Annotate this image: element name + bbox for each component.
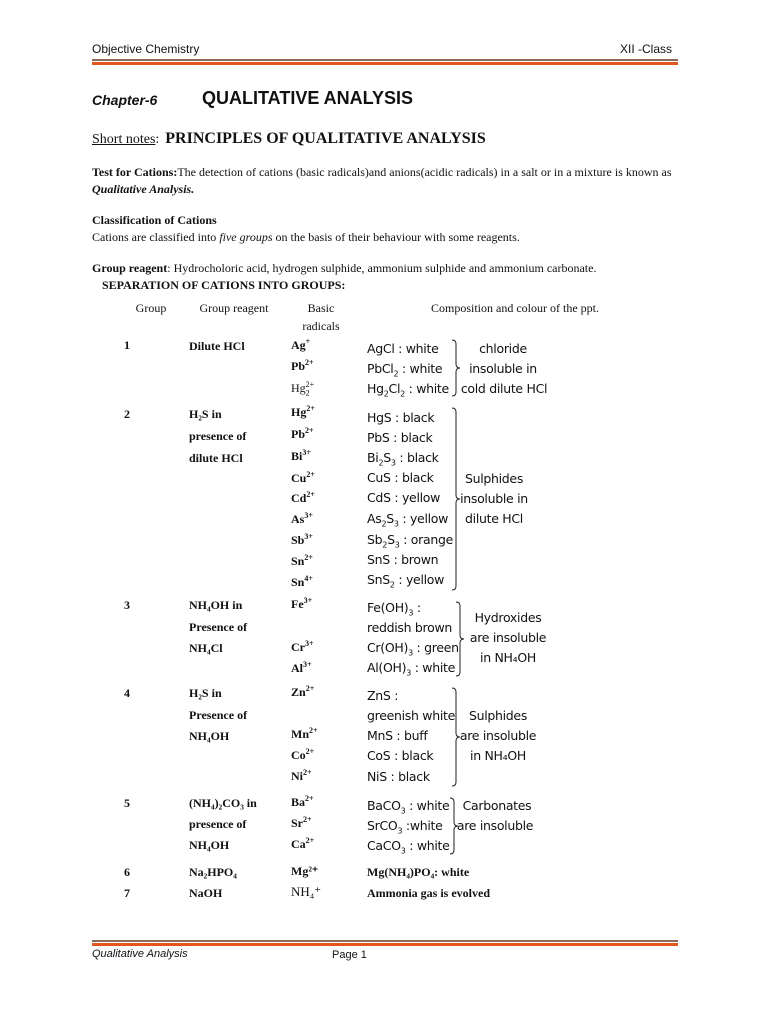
group-2-reagent-line-3: dilute HCl <box>189 451 243 465</box>
composition: PbS : black <box>367 430 433 445</box>
radical: $Sr^{2+}$ <box>291 815 312 830</box>
group-reagent-text: : Hydrocholoric acid, hydrogen sulphide, ammonium sulphide and ammonium carbonate. <box>167 261 597 275</box>
group-7-radical: NH₄⁺ <box>291 884 322 899</box>
separation-heading: SEPARATION OF CATIONS INTO GROUPS: <box>102 278 346 292</box>
radical: $Al^{3+}$ <box>291 660 312 675</box>
radical: $Ni^{2+}$ <box>291 768 312 783</box>
radical: $Mn^{2+}$ <box>291 726 318 741</box>
radical: $Zn^{2+}$ <box>291 684 315 699</box>
group-3-note-3: in NH₄OH <box>480 650 536 665</box>
header-rule-dark <box>92 59 678 61</box>
radical: $Cd^{2+}$ <box>291 490 315 505</box>
radical: $Cu^{2+}$ <box>291 470 315 485</box>
radical: $Sn^{4+}$ <box>291 574 313 589</box>
group-1-note-3: cold dilute HCl <box>460 381 548 396</box>
group-3-reagent-line-2: Presence of <box>189 620 248 634</box>
header-class: XII -Class <box>620 42 673 56</box>
classification-heading: Classification of Cations <box>92 213 217 227</box>
group-6-number: 6 <box>124 865 130 879</box>
header-title: Objective Chemistry <box>92 42 200 56</box>
radical: $Hg^{2+}$ <box>291 404 315 419</box>
classification-emph: five groups <box>219 230 273 244</box>
composition: BaCO$_3$ : white <box>367 798 450 816</box>
chapter-label: Chapter-6 <box>92 92 158 108</box>
group-6-reagent: Na₂HPO₄ <box>189 865 237 879</box>
composition: SnS$_2$ : yellow <box>367 572 445 590</box>
group-2-note-2: insoluble in <box>460 491 528 506</box>
group-3-note-1: Hydroxides <box>474 610 542 625</box>
test-for-cations-paragraph <box>92 164 678 198</box>
footer-title: Qualitative Analysis <box>92 948 188 960</box>
classification-text-after: on the basis of their behaviour with some reagents. <box>272 230 520 244</box>
group-2-note-3: dilute HCl <box>465 511 523 526</box>
short-notes-label: Short notes <box>92 132 156 147</box>
group-5-number: 5 <box>124 796 130 810</box>
composition: CaCO$_3$ : white <box>367 838 450 856</box>
group-5-reagent-line-1: (NH₄)₂CO₃ in <box>189 796 257 810</box>
radical: Ag+ <box>291 337 311 352</box>
group-7-reagent: NaOH <box>189 886 223 900</box>
radical: $Co^{2+}$ <box>291 747 315 762</box>
composition: AgCl : white <box>367 341 439 356</box>
radical: $Sb^{3+}$ <box>291 532 313 547</box>
composition: $Fe(OH)_3$ : <box>367 600 421 618</box>
th-basic-radicals <box>286 299 356 335</box>
classification-text-before: Cations are classified into <box>92 230 220 244</box>
short-notes-heading <box>92 130 486 148</box>
group-reagent-paragraph <box>92 260 678 277</box>
group-5-reagent-line-3: NH₄OH <box>189 838 230 852</box>
composition: CuS : black <box>367 470 434 485</box>
group-3-number: 3 <box>124 598 130 612</box>
group-2-reagent-line-2: presence of <box>189 429 247 443</box>
group-3-reagent-line-3: NH₄Cl <box>189 641 223 655</box>
short-notes-colon: : <box>155 132 160 147</box>
radical: $Sn^{2+}$ <box>291 553 313 568</box>
composition: MnS : buff <box>367 728 428 743</box>
header-rule-accent <box>92 62 678 65</box>
radical: $Fe^{3+}$ <box>291 596 313 611</box>
footer-rule-accent <box>92 943 678 946</box>
composition: $Al(OH)_3$ : white <box>367 660 455 678</box>
group-4-number: 4 <box>124 686 130 700</box>
composition: greenish white <box>367 708 455 723</box>
group-1-note-2: insoluble in <box>469 361 537 376</box>
radical: $Hg_2^{2+}$ <box>291 380 315 398</box>
group-6-radical: Mg²⁺ <box>291 864 319 878</box>
footer-page-number: Page 1 <box>332 949 367 961</box>
group-7-composition: Ammonia gas is evolved <box>367 886 490 900</box>
composition: CdS : yellow <box>367 490 441 505</box>
chapter-title: QUALITATIVE ANALYSIS <box>202 88 414 108</box>
th-group: Group <box>135 301 167 315</box>
test-for-cations-label: Test for Cations: <box>92 165 178 179</box>
radical: $Ba^{2+}$ <box>291 794 314 809</box>
radical: $As^{3+}$ <box>291 511 313 526</box>
group-4-note-3: in NH₄OH <box>470 748 526 763</box>
composition: NiS : black <box>367 769 430 784</box>
group-3-reagent-line-1: NH₄OH in <box>189 598 243 612</box>
footer-rule-dark <box>92 940 678 942</box>
th-reagent: Group reagent <box>199 301 269 315</box>
composition: PbCl$_2$ : white <box>367 361 443 379</box>
group-4-reagent-line-3: NH₄OH <box>189 729 230 743</box>
composition: $Sb_2S_3$ : orange <box>367 532 453 550</box>
radical: $Pb^{2+}$ <box>291 426 314 441</box>
th-radicals: radicals <box>302 319 340 333</box>
radical: $Pb^{2+}$ <box>291 358 314 373</box>
composition: reddish brown <box>367 620 452 635</box>
composition: SrCO$_3$ :white <box>367 818 443 836</box>
short-notes-title: PRINCIPLES OF QUALITATIVE ANALYSIS <box>165 130 486 147</box>
composition: $Cr(OH)_3$ : green <box>367 640 459 658</box>
group-6-composition: Mg(NH₄)PO₄: white <box>367 865 470 879</box>
group-4-note-1: Sulphides <box>468 708 528 723</box>
group-4-reagent-line-1: H₂S in <box>189 686 222 700</box>
group-2-reagent-line-1: H₂S in <box>189 407 222 421</box>
composition: CoS : black <box>367 748 434 763</box>
composition: $Hg_2Cl_2$ : white <box>367 381 449 399</box>
th-basic: Basic <box>307 301 335 315</box>
radical: $Bi^{3+}$ <box>291 448 311 463</box>
group-5-note-1: Carbonates <box>462 798 532 813</box>
group-1-reagent: Dilute HCl <box>189 339 245 353</box>
group-5-reagent-line-2: presence of <box>189 817 247 831</box>
composition: HgS : black <box>367 410 435 425</box>
radical: $Cr^{3+}$ <box>291 639 314 654</box>
group-5-note-2: are insoluble <box>456 818 534 833</box>
radical: $Ca^{2+}$ <box>291 836 315 851</box>
composition: SnS : brown <box>367 552 439 567</box>
composition: ZnS : <box>367 688 399 703</box>
group-7-number: 7 <box>124 886 130 900</box>
test-for-cations-text: The detection of cations (basic radicals)and anions(acidic radicals) in a salt or in a mixture is known as <box>177 165 672 179</box>
group-reagent-label: Group reagent <box>92 261 168 275</box>
th-composition: Composition and colour of the ppt. <box>431 301 599 315</box>
group-1-note-1: chloride <box>479 341 527 356</box>
composition: $As_2S_3$ : yellow <box>367 511 449 529</box>
group-2-number: 2 <box>124 407 130 421</box>
group-4-note-2: are insoluble <box>459 728 537 743</box>
classification-section <box>92 212 678 246</box>
group-1-number: 1 <box>124 338 130 352</box>
group-4-reagent-line-2: Presence of <box>189 708 248 722</box>
test-for-cations-emph: Qualitative Analysis. <box>92 182 195 196</box>
group-3-note-2: are insoluble <box>469 630 547 645</box>
composition: $Bi_2S_3$ : black <box>367 450 439 468</box>
group-2-note-1: Sulphides <box>464 471 524 486</box>
